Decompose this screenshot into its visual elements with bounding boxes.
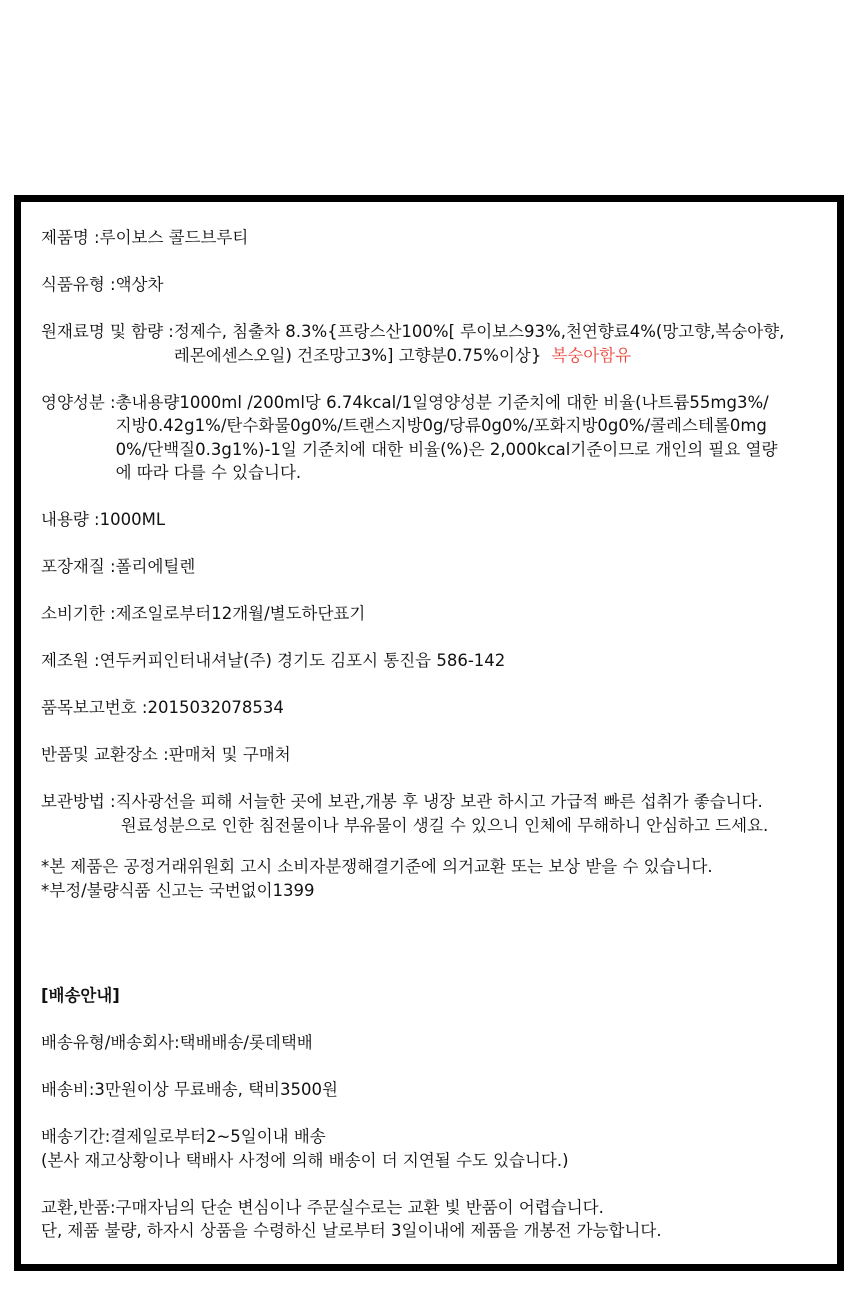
report-number-row [41,696,831,720]
return-place-label: 반품및 교환장소 : [41,745,169,764]
expiry-row [41,602,831,626]
report-number-label: 품목보고번호 : [41,698,148,717]
nutrition-line: 총내용량1000ml /200ml당 6.74kcal/1일영양성분 기준치에 대한 비율(나트륨55mg3%/ [115,392,769,412]
manufacturer-label: 제조원 : [41,651,100,670]
storage-row [41,790,831,837]
packaging-row [41,555,831,579]
ingredients-value [174,320,831,367]
food-type-row [41,273,831,297]
volume-row [41,508,831,532]
return-place-row [41,743,831,767]
product-name-row [41,226,831,250]
ingredients-line: 정제수, 침출차 8.3%{프랑스산100%[ 루이보스93%,천연향료4%(망고향,복숭아향, [173,322,785,341]
nutrition-line: 0%/단백질0.3g1%)-1일 기준치에 대한 비율(%)은 2,000kcal기준이므로 개인의 필요 열량 [115,439,778,459]
notice-block [41,855,831,902]
notice-line: *본 제품은 공정거래위원회 고시 소비자분쟁해결기준에 의거교환 또는 보상 받을 수 있습니다. [41,857,713,876]
ingredients-label: 원재료명 및 함량 : [41,322,174,341]
shipping-type: 배송유형/배송회사:택배배송/롯데택배 [41,1033,313,1052]
expiry-value: 제조일로부터12개월/별도하단표기 [115,604,366,623]
shipping-period-line: (본사 재고상황이나 택배사 사정에 의해 배송이 더 지연될 수도 있습니다.) [41,1150,569,1170]
product-info-box [14,195,844,1271]
nutrition-line: 에 따라 다를 수 있습니다. [115,463,302,482]
storage-label: 보관방법 : [41,792,116,811]
packaging-label: 포장재질 : [41,557,116,576]
storage-value [116,790,831,837]
return-policy-line: 단, 제품 불량, 하자시 상품을 수령하신 날로부터 3일이내에 제품을 개봉전 가능합니다. [41,1221,662,1240]
manufacturer-row [41,649,831,673]
product-name-value: 루이보스 콜드브루티 [99,228,249,247]
return-place-value: 판매처 및 구매처 [168,745,291,764]
ingredients-row [41,320,831,367]
allergen-notice: 복숭아함유 [551,345,632,365]
nutrition-line: 지방0.42g1%/탄수화물0g0%/트랜스지방0g/당류0g0%/포화지방0g0%/콜레스테롤0mg [115,416,767,435]
manufacturer-value: 연두커피인터내셔날(주) 경기도 김포시 통진읍 586-142 [99,651,506,670]
storage-line: 직사광선을 피해 서늘한 곳에 보관,개봉 후 냉장 보관 하시고 가급적 빠른 섭취가 좋습니다. [115,792,763,811]
shipping-title: [배송안내] [41,986,120,1005]
nutrition-value [116,391,831,485]
report-number-value: 2015032078534 [147,698,284,717]
return-policy [41,1196,831,1243]
return-policy-line: 교환,반품:구매자님의 단순 변심이나 주문실수로는 교환 빛 반품이 어렵습니다. [41,1197,604,1217]
notice-line: *부정/불량식품 신고는 국번없이1399 [41,880,315,900]
food-type-value: 액상차 [115,275,164,294]
product-info-content [41,226,831,1243]
volume-value: 1000ML [99,510,166,529]
nutrition-label: 영양성분 : [41,392,116,412]
storage-line: 원료성분으로 인한 침전물이나 부유물이 생길 수 있으니 인체에 무해하니 안심하고 드세요. [115,815,769,835]
food-type-label: 식품유형 : [41,275,116,294]
product-name-label: 제품명 : [41,228,100,247]
expiry-label: 소비기한 : [41,604,116,623]
ingredients-line [174,344,831,368]
nutrition-row [41,391,831,485]
shipping-period-line: 배송기간:결제일로부터2~5일이내 배송 [41,1127,326,1146]
ingredients-line-text: 레몬에센스오일) 건조망고3%] 고향분0.75%이상} [173,345,542,365]
packaging-value: 폴리에틸렌 [115,557,196,576]
volume-label: 내용량 : [41,510,100,529]
shipping-fee: 배송비:3만원이상 무료배송, 택비3500원 [41,1080,338,1099]
shipping-period [41,1125,831,1172]
